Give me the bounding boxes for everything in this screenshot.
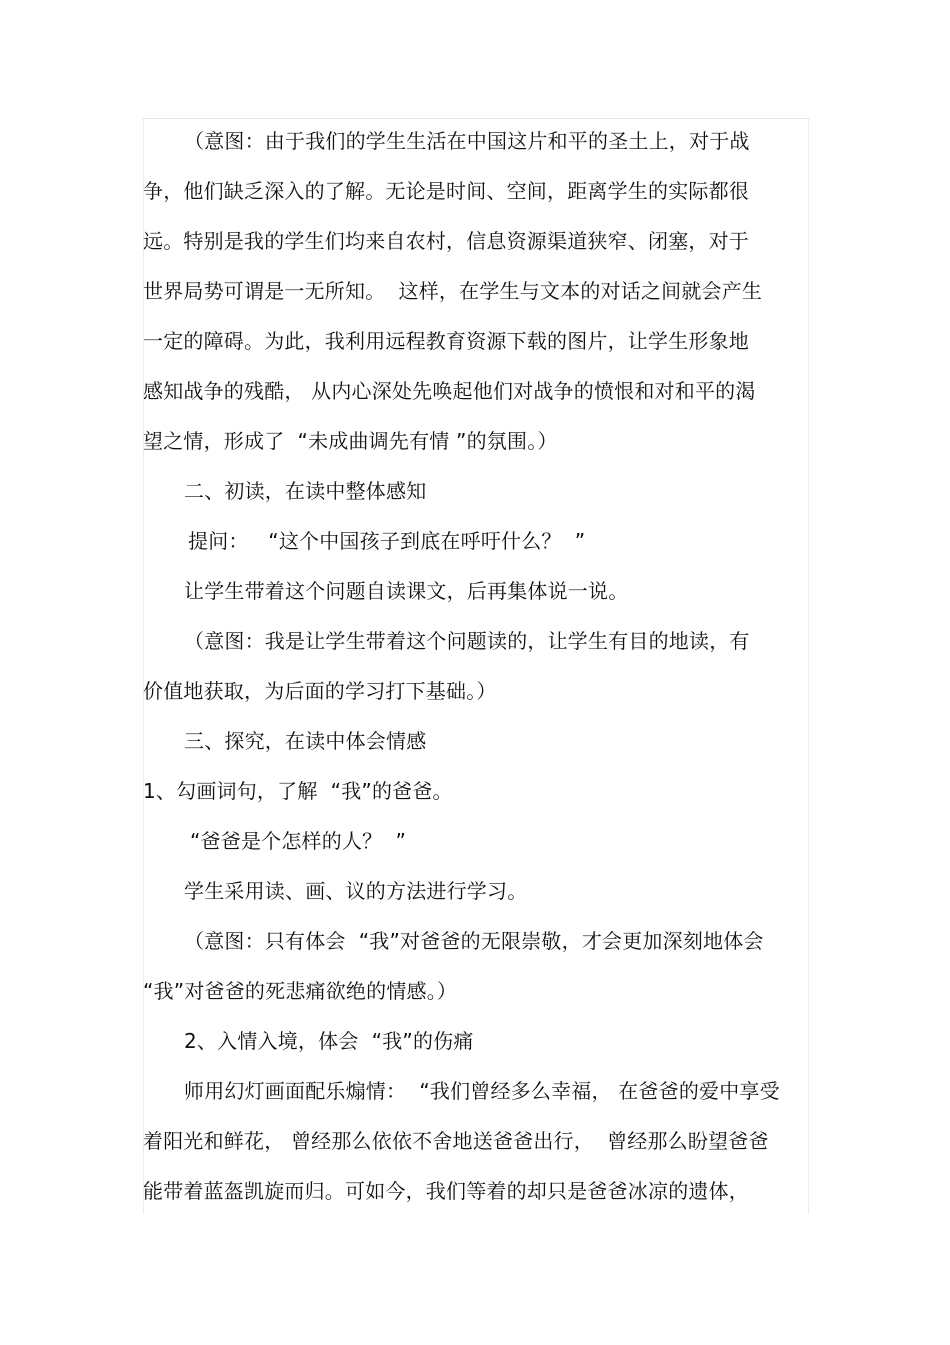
subsection-heading: 1、勾画词句，了解 “我”的爸爸。 xyxy=(143,779,453,803)
paragraph-line: 让学生带着这个问题自读课文，后再集体说一说。 xyxy=(184,579,629,603)
section-heading: 三、探究，在读中体会情感 xyxy=(184,729,427,753)
paragraph-line: 师用幻灯画面配乐煽情： “我们曾经多么幸福， 在爸爸的爱中享受 xyxy=(184,1079,780,1103)
paragraph-line: （意图：我是让学生带着这个问题读的，让学生有目的地读，有 xyxy=(184,629,750,653)
paragraph-line: 提问： “这个中国孩子到底在呼吁什么？ ” xyxy=(188,529,586,553)
subsection-heading: 2、入情入境，体会 “我”的伤痛 xyxy=(184,1029,474,1053)
paragraph-line: 一定的障碍。为此，我利用远程教育资源下载的图片，让学生形象地 xyxy=(143,329,749,353)
paragraph-line: （意图：由于我们的学生生活在中国这片和平的圣土上，对于战 xyxy=(184,129,750,153)
paragraph-line: 感知战争的残酷， 从内心深处先唤起他们对战争的愤恨和对和平的渴 xyxy=(143,379,756,403)
paragraph-line: 争，他们缺乏深入的了解。无论是时间、空间，距离学生的实际都很 xyxy=(143,179,749,203)
paragraph-line: “我”对爸爸的死悲痛欲绝的情感。） xyxy=(143,979,458,1003)
paragraph-line: （意图：只有体会 “我”对爸爸的无限崇敬，才会更加深刻地体会 xyxy=(184,929,764,953)
paragraph-line: 能带着蓝盔凯旋而归。可如今，我们等着的却只是爸爸冰凉的遗体， xyxy=(143,1179,749,1203)
paragraph-line: 远。特别是我的学生们均来自农村，信息资源渠道狭窄、闭塞，对于 xyxy=(143,229,749,253)
paragraph-line: “爸爸是个怎样的人？ ” xyxy=(190,829,407,853)
paragraph-line: 着阳光和鲜花， 曾经那么依依不舍地送爸爸出行， 曾经那么盼望爸爸 xyxy=(143,1129,769,1153)
paragraph-line: 望之情，形成了 “未成曲调先有情 ”的氛围。） xyxy=(143,429,558,453)
paragraph-line: 世界局势可谓是一无所知。 这样，在学生与文本的对话之间就会产生 xyxy=(143,279,763,303)
section-heading: 二、初读，在读中整体感知 xyxy=(184,479,427,503)
paragraph-line: 价值地获取，为后面的学习打下基础。） xyxy=(143,679,497,703)
paragraph-line: 学生采用读、画、议的方法进行学习。 xyxy=(184,879,528,903)
